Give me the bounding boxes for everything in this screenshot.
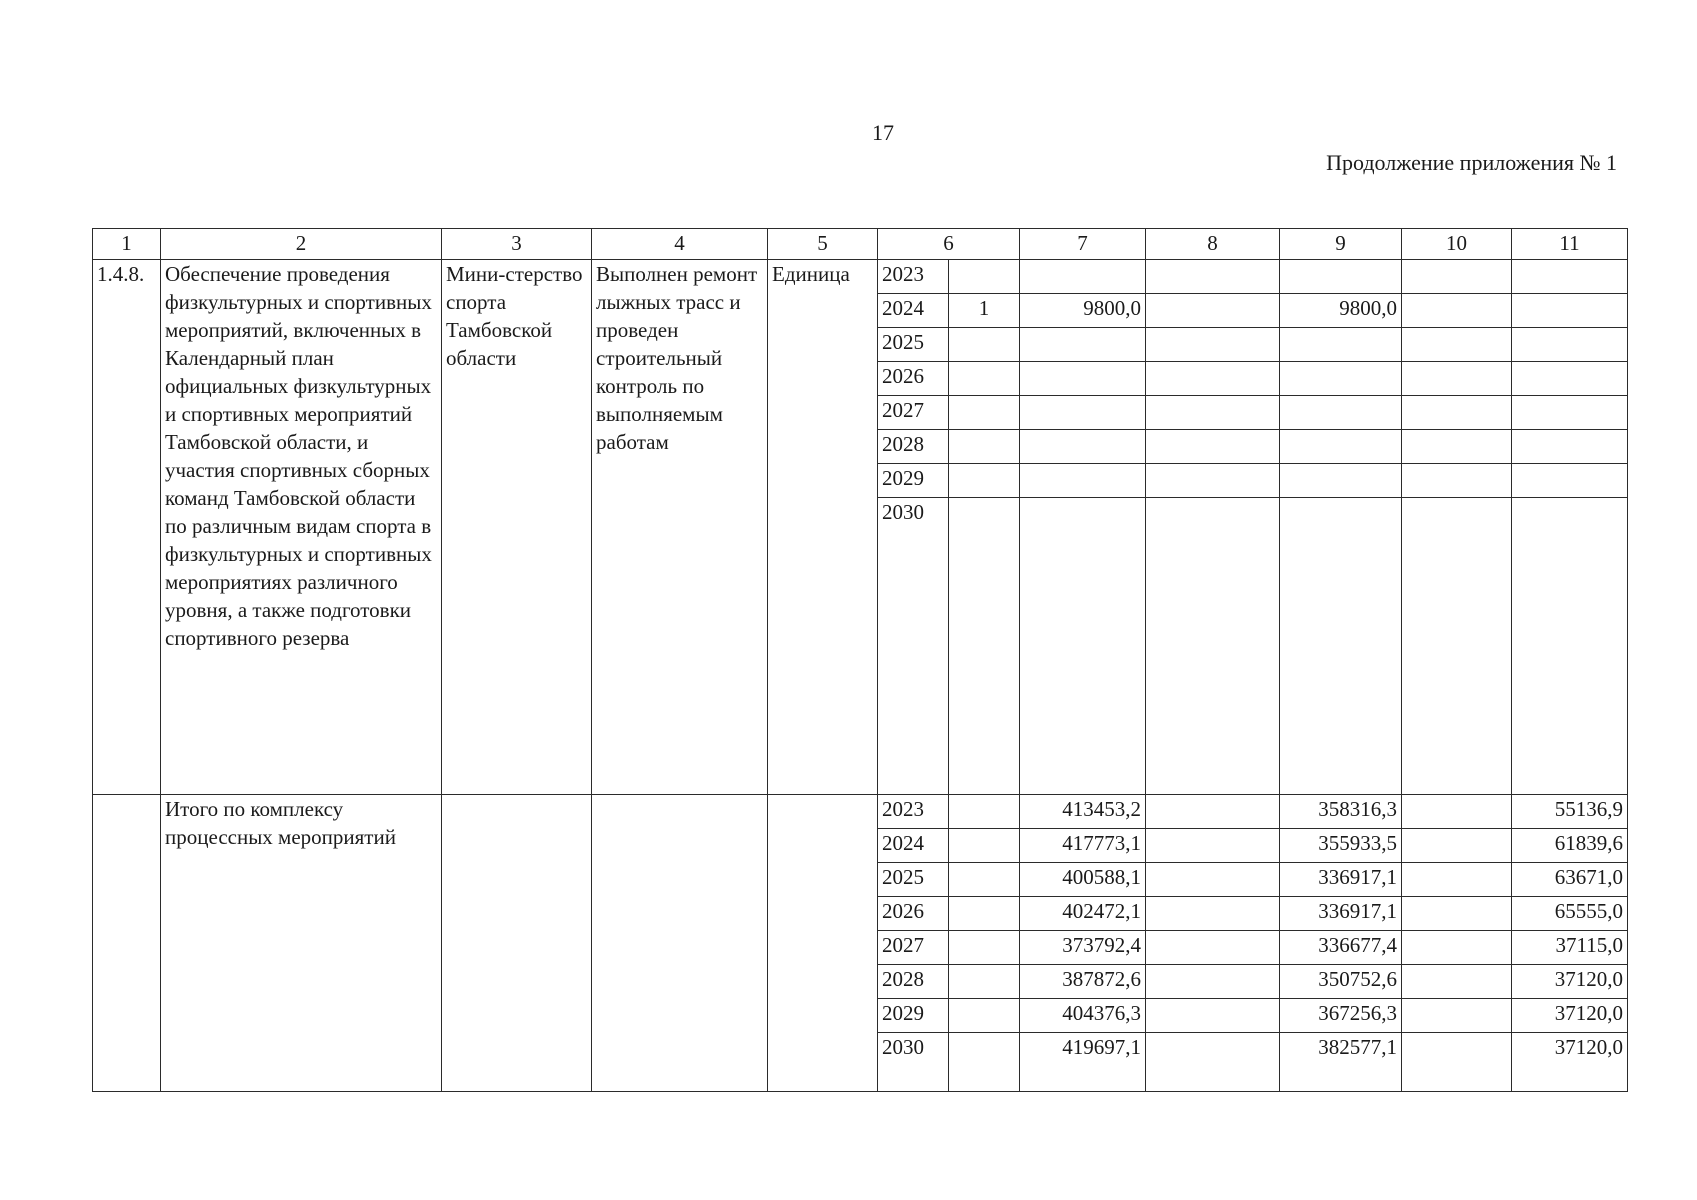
value-cell-8 bbox=[1146, 294, 1280, 328]
value-cell-6: 1 bbox=[949, 294, 1020, 328]
header-cell: 1 bbox=[93, 229, 161, 260]
value-cell-8 bbox=[1146, 829, 1280, 863]
value-cell-9 bbox=[1280, 498, 1402, 795]
header-cell: 5 bbox=[768, 229, 878, 260]
header-row bbox=[93, 229, 1628, 260]
value-cell-8 bbox=[1146, 498, 1280, 795]
value-cell-10 bbox=[1402, 362, 1512, 396]
value-cell-8 bbox=[1146, 1033, 1280, 1092]
total-executor bbox=[442, 795, 592, 1092]
value-cell-6 bbox=[949, 464, 1020, 498]
value-cell-10 bbox=[1402, 1033, 1512, 1092]
value-cell-6 bbox=[949, 795, 1020, 829]
value-cell-6 bbox=[949, 965, 1020, 999]
header-cell: 7 bbox=[1020, 229, 1146, 260]
value-cell-7 bbox=[1020, 396, 1146, 430]
value-cell-9 bbox=[1280, 396, 1402, 430]
value-cell-9 bbox=[1280, 328, 1402, 362]
year-cell: 2023 bbox=[878, 260, 949, 294]
item-code: 1.4.8. bbox=[93, 260, 161, 795]
header-cell: 8 bbox=[1146, 229, 1280, 260]
value-cell-10 bbox=[1402, 965, 1512, 999]
header-cell: 6 bbox=[878, 229, 1020, 260]
value-cell-11 bbox=[1512, 260, 1628, 294]
value-cell-10 bbox=[1402, 396, 1512, 430]
value-cell-11 bbox=[1512, 362, 1628, 396]
value-cell-6 bbox=[949, 897, 1020, 931]
value-cell-11: 65555,0 bbox=[1512, 897, 1628, 931]
value-cell-6 bbox=[949, 863, 1020, 897]
value-cell-11: 61839,6 bbox=[1512, 829, 1628, 863]
header-cell: 3 bbox=[442, 229, 592, 260]
year-cell: 2030 bbox=[878, 498, 949, 795]
value-cell-11: 37120,0 bbox=[1512, 965, 1628, 999]
page-number: 17 bbox=[872, 120, 894, 145]
value-cell-9 bbox=[1280, 362, 1402, 396]
value-cell-11 bbox=[1512, 430, 1628, 464]
item-name: Обеспечение проведения физкультурных и спортивных мероприятий, включенных в Календарный план официальных физкультурных и спортивных мероприятий Тамбовской области, и участия спортивных сборных команд Тамбовской области по различным видам спорта в физкультурных и спортивных мероприятиях различного уровня, а также подготовки спортивного резерва bbox=[161, 260, 442, 795]
appendix-note: Продолжение приложения № 1 bbox=[1326, 150, 1617, 175]
value-cell-9: 9800,0 bbox=[1280, 294, 1402, 328]
value-cell-7 bbox=[1020, 260, 1146, 294]
year-cell: 2026 bbox=[878, 897, 949, 931]
year-cell: 2029 bbox=[878, 464, 949, 498]
appendix-table bbox=[92, 228, 1628, 1092]
value-cell-10 bbox=[1402, 260, 1512, 294]
value-cell-6 bbox=[949, 396, 1020, 430]
year-cell: 2024 bbox=[878, 294, 949, 328]
year-cell: 2026 bbox=[878, 362, 949, 396]
value-cell-7: 387872,6 bbox=[1020, 965, 1146, 999]
value-cell-9: 336917,1 bbox=[1280, 863, 1402, 897]
header-cell: 11 bbox=[1512, 229, 1628, 260]
value-cell-7 bbox=[1020, 498, 1146, 795]
value-cell-8 bbox=[1146, 396, 1280, 430]
year-cell: 2025 bbox=[878, 863, 949, 897]
total-unit bbox=[768, 795, 878, 1092]
value-cell-10 bbox=[1402, 999, 1512, 1033]
year-cell: 2025 bbox=[878, 328, 949, 362]
item-unit: Единица bbox=[768, 260, 878, 795]
value-cell-6 bbox=[949, 999, 1020, 1033]
table-row bbox=[93, 260, 1628, 294]
header-cell: 4 bbox=[592, 229, 768, 260]
value-cell-10 bbox=[1402, 897, 1512, 931]
value-cell-8 bbox=[1146, 430, 1280, 464]
value-cell-6 bbox=[949, 328, 1020, 362]
value-cell-6 bbox=[949, 430, 1020, 464]
value-cell-11 bbox=[1512, 396, 1628, 430]
value-cell-6 bbox=[949, 829, 1020, 863]
value-cell-10 bbox=[1402, 863, 1512, 897]
value-cell-7: 413453,2 bbox=[1020, 795, 1146, 829]
value-cell-6 bbox=[949, 362, 1020, 396]
value-cell-9: 367256,3 bbox=[1280, 999, 1402, 1033]
year-cell: 2027 bbox=[878, 396, 949, 430]
value-cell-6 bbox=[949, 931, 1020, 965]
total-result bbox=[592, 795, 768, 1092]
header-cell: 10 bbox=[1402, 229, 1512, 260]
value-cell-11 bbox=[1512, 498, 1628, 795]
value-cell-7 bbox=[1020, 362, 1146, 396]
value-cell-9: 355933,5 bbox=[1280, 829, 1402, 863]
value-cell-8 bbox=[1146, 897, 1280, 931]
year-cell: 2030 bbox=[878, 1033, 949, 1092]
header-cell: 9 bbox=[1280, 229, 1402, 260]
value-cell-7 bbox=[1020, 328, 1146, 362]
value-cell-10 bbox=[1402, 328, 1512, 362]
value-cell-9: 358316,3 bbox=[1280, 795, 1402, 829]
value-cell-9: 350752,6 bbox=[1280, 965, 1402, 999]
value-cell-7: 9800,0 bbox=[1020, 294, 1146, 328]
value-cell-11 bbox=[1512, 328, 1628, 362]
value-cell-7: 404376,3 bbox=[1020, 999, 1146, 1033]
value-cell-6 bbox=[949, 1033, 1020, 1092]
year-cell: 2028 bbox=[878, 430, 949, 464]
value-cell-7: 419697,1 bbox=[1020, 1033, 1146, 1092]
value-cell-8 bbox=[1146, 362, 1280, 396]
year-cell: 2027 bbox=[878, 931, 949, 965]
value-cell-8 bbox=[1146, 328, 1280, 362]
total-label: Итого по комплексу процессных мероприятий bbox=[161, 795, 442, 1092]
value-cell-11: 55136,9 bbox=[1512, 795, 1628, 829]
header-cell: 2 bbox=[161, 229, 442, 260]
value-cell-9 bbox=[1280, 430, 1402, 464]
value-cell-8 bbox=[1146, 795, 1280, 829]
value-cell-9: 336917,1 bbox=[1280, 897, 1402, 931]
value-cell-9: 336677,4 bbox=[1280, 931, 1402, 965]
value-cell-11 bbox=[1512, 294, 1628, 328]
year-cell: 2023 bbox=[878, 795, 949, 829]
value-cell-10 bbox=[1402, 931, 1512, 965]
value-cell-11 bbox=[1512, 464, 1628, 498]
value-cell-10 bbox=[1402, 464, 1512, 498]
value-cell-6 bbox=[949, 498, 1020, 795]
value-cell-7: 417773,1 bbox=[1020, 829, 1146, 863]
value-cell-11: 37120,0 bbox=[1512, 1033, 1628, 1092]
value-cell-7: 402472,1 bbox=[1020, 897, 1146, 931]
value-cell-9: 382577,1 bbox=[1280, 1033, 1402, 1092]
value-cell-7: 373792,4 bbox=[1020, 931, 1146, 965]
value-cell-6 bbox=[949, 260, 1020, 294]
value-cell-8 bbox=[1146, 931, 1280, 965]
total-code bbox=[93, 795, 161, 1092]
value-cell-7 bbox=[1020, 430, 1146, 464]
value-cell-8 bbox=[1146, 260, 1280, 294]
value-cell-11: 37115,0 bbox=[1512, 931, 1628, 965]
year-cell: 2024 bbox=[878, 829, 949, 863]
value-cell-8 bbox=[1146, 464, 1280, 498]
value-cell-10 bbox=[1402, 498, 1512, 795]
value-cell-8 bbox=[1146, 863, 1280, 897]
value-cell-11: 63671,0 bbox=[1512, 863, 1628, 897]
item-executor: Мини-стерство спорта Тамбовской области bbox=[442, 260, 592, 795]
value-cell-11: 37120,0 bbox=[1512, 999, 1628, 1033]
value-cell-7: 400588,1 bbox=[1020, 863, 1146, 897]
year-cell: 2029 bbox=[878, 999, 949, 1033]
item-result: Выполнен ремонт лыжных трасс и проведен строительный контроль по выполняемым работам bbox=[592, 260, 768, 795]
value-cell-9 bbox=[1280, 464, 1402, 498]
year-cell: 2028 bbox=[878, 965, 949, 999]
value-cell-10 bbox=[1402, 795, 1512, 829]
value-cell-10 bbox=[1402, 430, 1512, 464]
value-cell-10 bbox=[1402, 294, 1512, 328]
value-cell-8 bbox=[1146, 965, 1280, 999]
value-cell-10 bbox=[1402, 829, 1512, 863]
value-cell-7 bbox=[1020, 464, 1146, 498]
table-row bbox=[93, 795, 1628, 829]
value-cell-9 bbox=[1280, 260, 1402, 294]
value-cell-8 bbox=[1146, 999, 1280, 1033]
